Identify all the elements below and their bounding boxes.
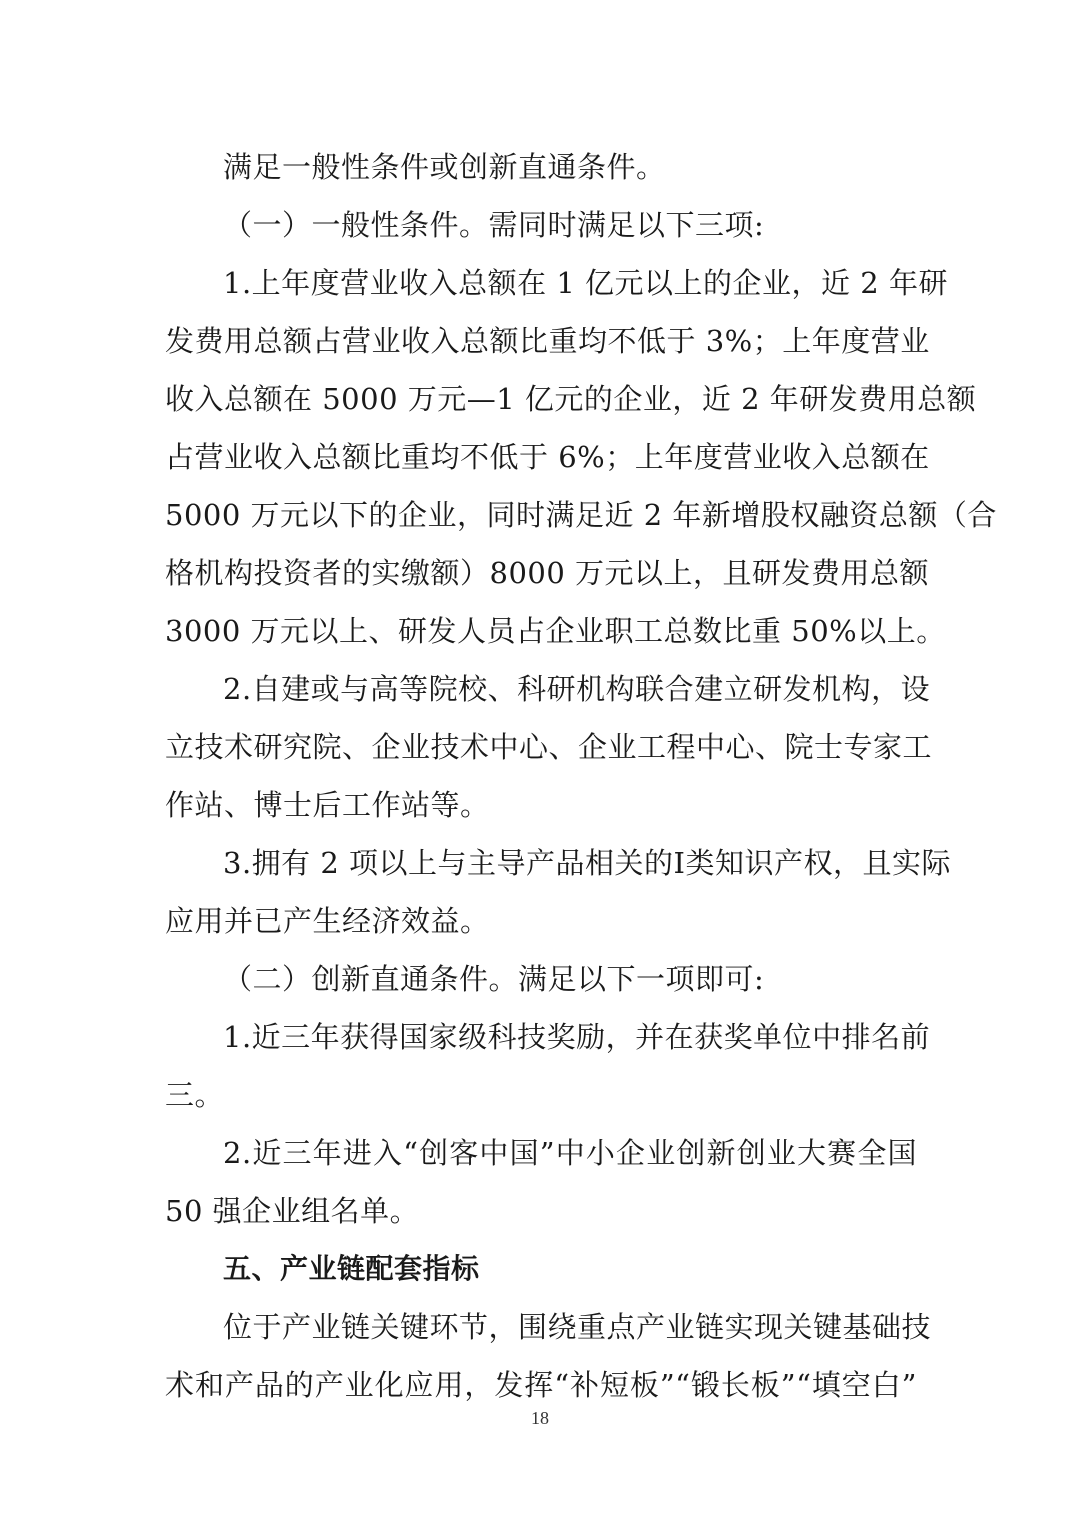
- text-line: 三。: [165, 1078, 225, 1112]
- text-line: 位于产业链关键环节，围绕重点产业链实现关键基础技: [223, 1310, 932, 1344]
- text-line: 5000 万元以下的企业，同时满足近 2 年新增股权融资总额（合: [165, 498, 997, 532]
- text-line: 2.近三年进入“创客中国”中小企业创新创业大赛全国: [223, 1136, 917, 1170]
- text-line: 2.自建或与高等院校、科研机构联合建立研发机构，设: [223, 672, 931, 706]
- text-line: 3.拥有 2 项以上与主导产品相关的I类知识产权，且实际: [223, 846, 952, 880]
- text-line: 收入总额在 5000 万元—1 亿元的企业，近 2 年研发费用总额: [165, 382, 977, 416]
- page-number: 18: [531, 1408, 549, 1428]
- text-line: 1.近三年获得国家级科技奖励，并在获奖单位中排名前: [223, 1020, 931, 1054]
- text-line: 3000 万元以上、研发人员占企业职工总数比重 50%以上。: [165, 614, 946, 648]
- section-subheading-general-conditions: （一）一般性条件。需同时满足以下三项:: [223, 208, 765, 242]
- text-line: 发费用总额占营业收入总额比重均不低于 3%；上年度营业: [165, 324, 930, 358]
- section-subheading-innovation-conditions: （二）创新直通条件。满足以下一项即可:: [223, 962, 765, 996]
- text-line: 术和产品的产业化应用，发挥“补短板”“锻长板”“填空白”: [165, 1368, 917, 1402]
- text-line: 格机构投资者的实缴额）8000 万元以上，且研发费用总额: [165, 556, 930, 590]
- text-line: 应用并已产生经济效益。: [165, 904, 490, 938]
- section-heading-supply-chain: 五、产业链配套指标: [223, 1252, 480, 1285]
- text-line: 占营业收入总额比重均不低于 6%；上年度营业收入总额在: [165, 440, 930, 474]
- text-line: 满足一般性条件或创新直通条件。: [223, 150, 666, 184]
- document-body: [165, 138, 997, 1414]
- text-line: 立技术研究院、企业技术中心、企业工程中心、院士专家工: [165, 730, 933, 764]
- text-line: 50 强企业组名单。: [165, 1194, 420, 1228]
- text-line: 1.上年度营业收入总额在 1 亿元以上的企业，近 2 年研: [223, 266, 948, 300]
- text-line: 作站、博士后工作站等。: [165, 788, 490, 822]
